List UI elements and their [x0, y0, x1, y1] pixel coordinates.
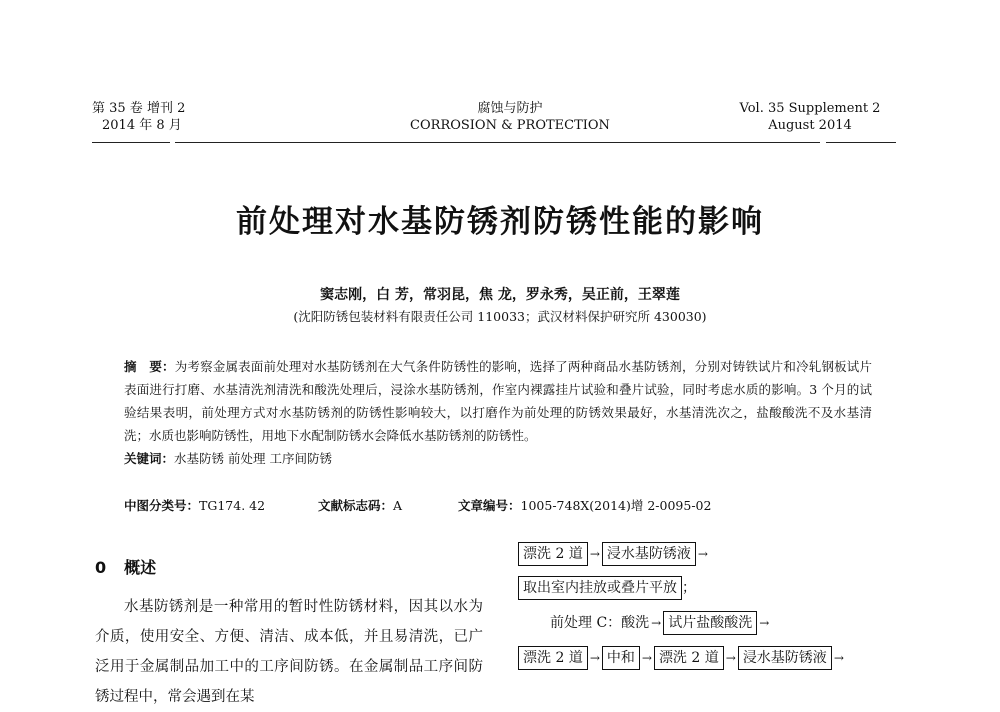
pretreatment-c-label: 前处理 C：酸洗 [550, 615, 650, 631]
header-rule-left [92, 142, 170, 143]
flow-step-dip: 浸水基防锈液 [602, 542, 696, 566]
paper-title: 前处理对水基防锈剂防锈性能的影响 [236, 204, 764, 240]
header-rule-center [175, 142, 820, 143]
arrow-icon: → [641, 651, 652, 665]
keywords [124, 447, 872, 470]
clc-label: 中图分类号： [124, 498, 200, 513]
volume-issue: 第 35 卷 增刊 2 [92, 101, 186, 116]
volume-en: Vol. 35 Supplement 2 [739, 101, 881, 116]
section-heading [95, 555, 156, 578]
flow-step-neutralize: 中和 [602, 646, 640, 670]
clc-value: TG174. 42 [199, 498, 266, 513]
arrow-icon: → [697, 547, 708, 561]
header-right [735, 100, 885, 134]
flow-row-2-suffix: ； [682, 580, 696, 596]
article-no-value: 1005-748X(2014)增 2-0095-02 [520, 498, 712, 513]
abstract-text: 为考察金属表面前处理对水基防锈剂在大气条件防锈性的影响，选择了两种商品水基防锈剂，分别对铸铁试片和冷轧钢板试片表面进行打磨、水基清洗剂清洗和酸洗处理后，浸涂水基防锈剂，作室内裸露挂片试验和叠片试验，同时考虑水质的影响。3 个月的试验结果表明，前处理方式对水基防锈剂的防锈性影响较大，以打磨作为前处理的防锈效果最好，水基清洗次之，盐酸酸洗不及水基清洗；水质也影响防锈性，用地下水配制防锈水会降低水基防锈剂的防锈性。 [124, 359, 872, 443]
doc-code-value: A [393, 498, 403, 513]
affiliation: (沈阳防锈包装材料有限责任公司 110033；武汉材料保护研究所 430030) [293, 309, 707, 324]
document-code [318, 496, 402, 514]
abstract [124, 355, 872, 470]
flow-row-2 [518, 576, 696, 600]
abstract-label: 摘 要： [124, 359, 175, 374]
article-number [458, 496, 711, 514]
doc-code-label: 文献标志码： [318, 498, 394, 513]
header-rule-right [826, 142, 896, 143]
arrow-icon: → [725, 651, 736, 665]
flow-step-hang: 取出室内挂放或叠片平放 [518, 576, 682, 600]
author-list: 窦志刚，白 芳，常羽昆，焦 龙，罗永秀，吴正前，王翠莲 [320, 287, 680, 303]
arrow-icon: → [651, 616, 662, 630]
clc-code [124, 496, 265, 514]
section-title: 概述 [124, 558, 157, 577]
flow-step-acid-wash: 试片盐酸酸洗 [663, 611, 757, 635]
article-no-label: 文章编号： [458, 498, 521, 513]
flow-step-rinse: 漂洗 2 道 [654, 646, 724, 670]
arrow-icon: → [833, 651, 844, 665]
header-center [380, 100, 640, 134]
journal-name-cn: 腐蚀与防护 [477, 101, 543, 116]
arrow-icon: → [589, 651, 600, 665]
header-left [92, 100, 185, 134]
issue-date: 2014 年 8 月 [102, 118, 182, 133]
flow-row-4 [518, 646, 846, 670]
flow-row-3 [550, 611, 771, 635]
section-number: 0 [95, 558, 107, 577]
arrow-icon: → [589, 547, 600, 561]
flow-step-rinse: 漂洗 2 道 [518, 542, 588, 566]
keywords-label: 关键词： [124, 451, 175, 466]
keywords-text: 水基防锈 前处理 工序间防锈 [174, 451, 332, 466]
section-body: 水基防锈剂是一种常用的暂时性防锈材料，因其以水为介质，使用安全、方便、清洁、成本低，并且易清洗，已广泛用于金属制品加工中的工序间防锈。在金属制品工序间防锈过程中，常会遇到在某 [95, 599, 483, 705]
flow-step-dip: 浸水基防锈液 [738, 646, 832, 670]
arrow-icon: → [759, 616, 770, 630]
flow-row-1 [518, 542, 710, 566]
flow-step-rinse: 漂洗 2 道 [518, 646, 588, 670]
date-en: August 2014 [768, 118, 852, 133]
journal-name-en: CORROSION & PROTECTION [410, 118, 610, 133]
